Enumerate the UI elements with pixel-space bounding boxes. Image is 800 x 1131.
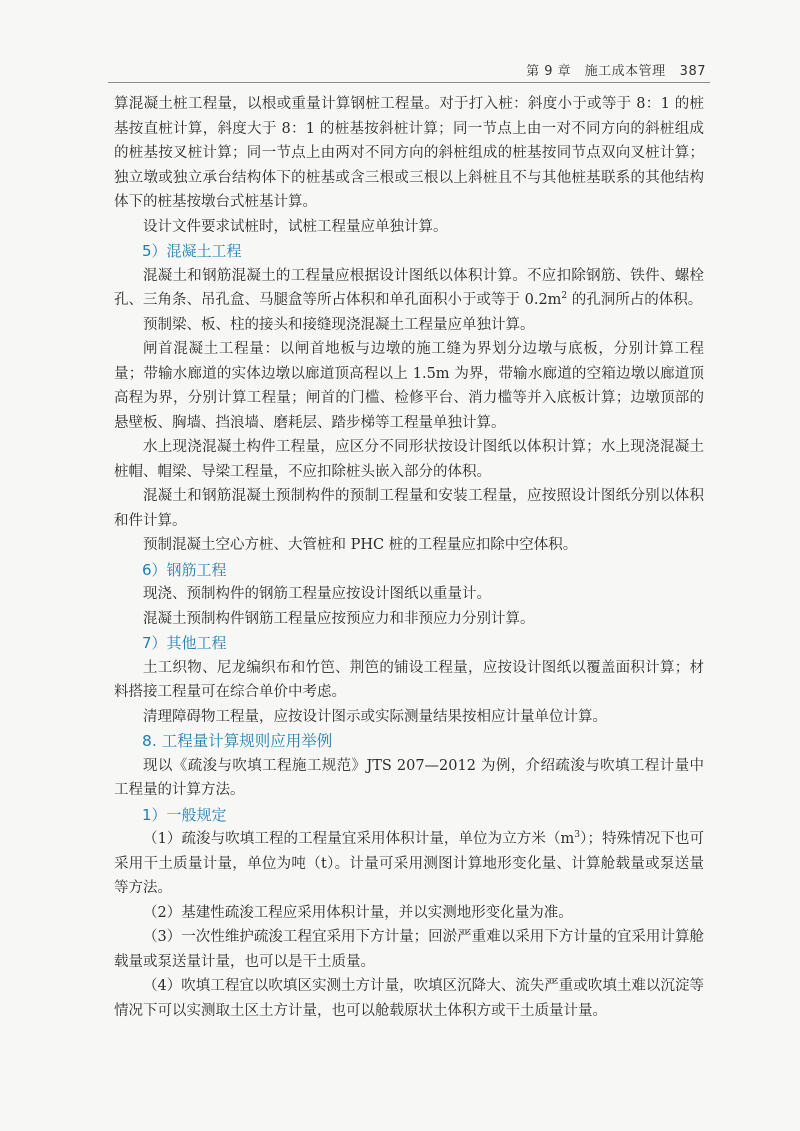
paragraph-concrete-volume: 混凝土和钢筋混凝土的工程量应根据设计图纸以体积计算。不应扣除钢筋、铁件、螺栓孔、三角条、吊孔盒、马腿盒等所占体积和单孔面积小于或等于 $0.2m^2$ 的孔洞所占的体积。 <box>114 267 704 308</box>
rule-item-1: （1）疏浚与吹填工程的工程量宜采用体积计量，单位为立方米$(m^3)$；特殊情况下也可采用干土质量计量，单位为吨（t）。计量可采用测图计算地形变化量、计算舱载量或泵送量等方法。 <box>114 830 704 896</box>
paragraph-rebar-prestress: 混凝土预制构件钢筋工程量应按预应力和非预应力分别计算。 <box>143 610 535 627</box>
heading-general-rules: 1）一般规定 <box>142 805 227 824</box>
paragraph-cast-in-place: 水上现浇混凝土构件工程量，应区分不同形状按设计图纸以体积计算；水上现浇混凝土桩帽、帽梁、导梁工程量，不应扣除桩头嵌入部分的体积。 <box>114 439 704 480</box>
paragraph-pile-rules: 算混凝土桩工程量，以根或重量计算钢桩工程量。对于打入桩：斜度小于或等于 8：1 的桩基按直桩计算，斜度大于 8：1 的桩基按斜桩计算；同一节点上由一对不同方向的斜桩组成的桩基按叉桩计算；同一节点上由两对不同方向的斜桩组成的桩基按同节点双向叉桩计算；独立墩或独立承台结构体下的桩基或含三根或三根以上斜桩且不与其他桩基联系的其他结构体下的桩基按墩台式桩基计算。 <box>114 96 704 210</box>
page-number: 387 <box>679 64 706 79</box>
rule-item-4: （4）吹填工程宜以吹填区实测土方计量，吹填区沉降大、流失严重或吹填土难以沉淀等情况下可以实测取土区土方计量，也可以舱载原状土体积方或干土质量计量。 <box>114 978 704 1019</box>
paragraph-hollow-piles: 预制混凝土空心方桩、大管桩和 PHC 桩的工程量应扣除中空体积。 <box>143 537 578 553</box>
paragraph-standard-intro: 现以《疏浚与吹填工程施工规范》JTS 207—2012 为例，介绍疏浚与吹填工程计量中工程量的计算方法。 <box>114 757 704 798</box>
running-head <box>526 60 706 79</box>
paragraph-rebar-weight: 现浇、预制构件的钢筋工程量应按设计图纸以重量计。 <box>143 586 491 602</box>
paragraph-lock-head: 闸首混凝土工程量：以闸首地板与边墩的施工缝为界划分边墩与底板，分别计算工程量；带输水廊道的实体边墩以廊道顶高程以上 1.5m 为界，带输水廊道的空箱边墩以廊道顶高程为界，分别计算工程量；闸首的门槛、检修平台、消力槛等并入底板计算；边墩顶部的悬壁板、胸墙、挡浪墙、磨耗层、踏步梯等工程量单独计算。 <box>114 341 704 431</box>
heading-concrete-works: 5）混凝土工程 <box>142 242 242 260</box>
chapter-title: 第 9 章 施工成本管理 <box>526 64 666 79</box>
header-rule <box>108 82 710 83</box>
paragraph-precast: 混凝土和钢筋混凝土预制构件的预制工程量和安装工程量，应按照设计图纸分别以体积和件计算。 <box>114 488 704 529</box>
rule-item-2: （2）基建性疏浚工程应采用体积计量，并以实测地形变化量为准。 <box>143 904 573 921</box>
paragraph-geotextile: 土工织物、尼龙编织布和竹笆、荆笆的铺设工程量，应按设计图纸以覆盖面积计算；材料搭接工程量可在综合单价中考虑。 <box>114 659 704 700</box>
heading-other-works: 7）其他工程 <box>142 634 227 652</box>
paragraph-obstacles: 清理障碍物工程量，应按设计图示或实际测量结果按相应计量单位计算。 <box>143 708 607 725</box>
rule-item-3: （3）一次性维护疏浚工程宜采用下方计量；回淤严重难以采用下方计量的宜采用计算舱载量或泵送量计量，也可以是干土质量。 <box>114 929 704 970</box>
paragraph-test-pile: 设计文件要求试桩时，试桩工程量应单独计算。 <box>143 218 448 235</box>
heading-examples: 8. 工程量计算规则应用举例 <box>142 732 333 750</box>
paragraph-joints: 预制梁、板、柱的接头和接缝现浇混凝土工程量应单独计算。 <box>143 316 535 333</box>
page-header <box>0 58 800 82</box>
page-body <box>114 92 704 1023</box>
heading-rebar-works: 6）钢筋工程 <box>142 560 227 579</box>
